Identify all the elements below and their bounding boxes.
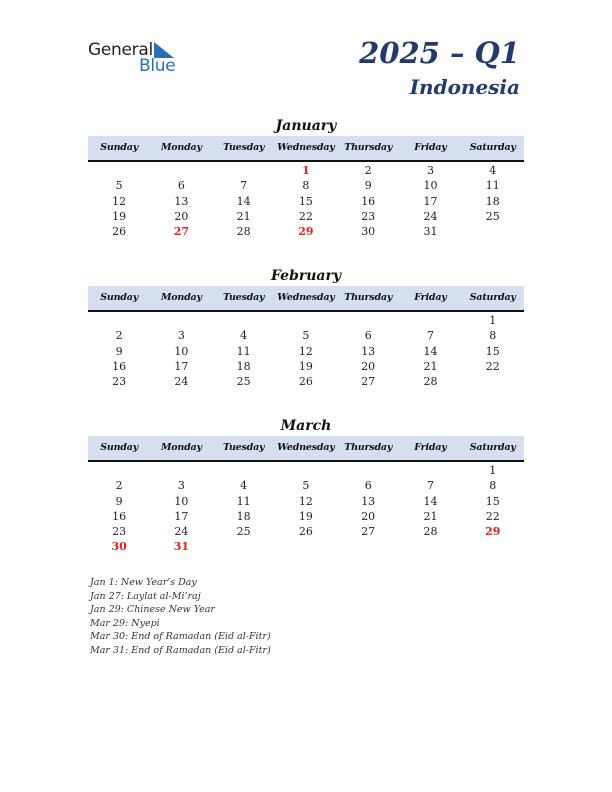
date-cell: 8 [489, 479, 497, 493]
date-cell: 5 [115, 179, 123, 193]
week-row [88, 374, 524, 389]
empty-date-cell [88, 313, 150, 328]
empty-date-cell [213, 313, 275, 328]
date-cell: 19 [112, 209, 127, 223]
empty-date-cell [399, 313, 461, 328]
date-cell: 2 [115, 329, 123, 343]
date-cell: 28 [423, 375, 438, 389]
date-cell: 8 [302, 179, 310, 193]
month-calendar-february [88, 266, 524, 389]
weekday-label: Thursday [344, 292, 393, 303]
date-cell: 11 [485, 179, 500, 193]
week-row [88, 524, 524, 539]
generalblue-logo [88, 40, 188, 76]
date-cell: 10 [423, 179, 438, 193]
weekday-label: Wednesday [277, 442, 335, 453]
date-cell: 5 [302, 329, 310, 343]
date-cell: 24 [174, 525, 189, 539]
date-cell: 20 [361, 509, 376, 523]
month-name: March [280, 418, 332, 434]
date-cell: 25 [236, 525, 251, 539]
week-row [88, 209, 524, 224]
date-cell: 16 [112, 509, 127, 523]
holiday-note: Mar 30: End of Ramadan (Eid al-Fitr) [90, 631, 271, 643]
empty-date-cell [88, 463, 150, 478]
date-cell: 5 [302, 479, 310, 493]
date-cell: 26 [112, 225, 127, 239]
date-cell: 1 [489, 314, 497, 327]
date-cell: 22 [485, 509, 500, 523]
empty-date-cell [462, 539, 524, 554]
week-rows [88, 462, 524, 555]
weekday-label: Tuesday [222, 442, 265, 453]
date-cell: 17 [174, 509, 189, 523]
date-cell: 3 [177, 329, 185, 343]
date-cell: 4 [240, 479, 248, 493]
week-row [88, 509, 524, 524]
week-row [88, 224, 524, 239]
date-cell: 23 [112, 525, 127, 539]
date-cell: 23 [112, 375, 127, 389]
holiday-note: Jan 27: Laylat al-Mi’raj [90, 590, 201, 602]
weekday-label: Saturday [469, 292, 516, 303]
week-row [88, 494, 524, 509]
holiday-date-cell: 29 [298, 225, 314, 239]
date-cell: 27 [361, 375, 376, 389]
date-cell: 20 [361, 359, 376, 373]
weekday-label: Monday [160, 142, 202, 153]
weekday-header-row [88, 136, 524, 162]
date-cell: 25 [485, 209, 500, 223]
weekday-label: Wednesday [277, 142, 335, 153]
week-row [88, 539, 524, 554]
date-cell: 7 [426, 329, 434, 343]
page-subtitle: Indonesia [409, 75, 520, 99]
date-cell: 1 [489, 464, 497, 477]
empty-date-cell [275, 313, 337, 328]
date-cell: 15 [485, 344, 500, 358]
holiday-date-cell: 30 [111, 540, 127, 554]
week-row [88, 344, 524, 359]
date-cell: 7 [426, 479, 434, 493]
date-cell: 17 [174, 359, 189, 373]
month-name: January [275, 118, 337, 134]
date-cell: 22 [485, 359, 500, 373]
weekday-label: Sunday [100, 442, 139, 453]
empty-date-cell [399, 539, 461, 554]
logo-word-blue: Blue [139, 56, 176, 76]
date-cell: 9 [115, 344, 123, 358]
date-cell: 3 [177, 479, 185, 493]
date-cell: 16 [112, 359, 127, 373]
date-cell: 2 [115, 479, 123, 493]
empty-date-cell [275, 539, 337, 554]
week-row [88, 478, 524, 493]
date-cell: 6 [364, 329, 372, 343]
weekday-label: Saturday [469, 442, 516, 453]
date-cell: 27 [361, 525, 376, 539]
holiday-date-cell: 31 [173, 540, 190, 554]
week-row [88, 194, 524, 209]
date-cell: 13 [361, 344, 376, 358]
holiday-note: Jan 1: New Year’s Day [90, 577, 197, 588]
empty-date-cell [150, 463, 212, 478]
week-row [88, 313, 524, 328]
week-rows [88, 312, 524, 389]
date-cell: 12 [298, 494, 313, 508]
date-cell: 26 [298, 375, 313, 389]
date-cell: 30 [361, 225, 376, 239]
weekday-label: Thursday [344, 142, 393, 153]
logo-word-general: General [88, 40, 153, 60]
weekday-header-row [88, 436, 524, 462]
date-cell: 9 [364, 179, 372, 193]
empty-date-cell [337, 463, 399, 478]
date-cell: 16 [361, 194, 376, 208]
holiday-note: Jan 29: Chinese New Year [90, 604, 215, 616]
holiday-date-cell: 27 [173, 225, 190, 239]
date-cell: 24 [174, 375, 189, 389]
empty-date-cell [337, 539, 399, 554]
week-row [88, 178, 524, 193]
empty-date-cell [150, 163, 212, 178]
month-calendar-march [88, 416, 524, 555]
date-cell: 18 [236, 509, 251, 523]
weekday-label: Sunday [100, 292, 139, 303]
date-cell: 13 [174, 194, 189, 208]
month-name: February [270, 268, 341, 284]
week-rows [88, 162, 524, 239]
date-cell: 26 [298, 525, 313, 539]
weekday-label: Monday [160, 292, 202, 303]
weekday-label: Friday [414, 442, 447, 453]
date-cell: 21 [236, 209, 251, 223]
date-cell: 22 [298, 209, 313, 223]
week-row [88, 359, 524, 374]
date-cell: 11 [236, 344, 251, 358]
date-cell: 19 [298, 509, 313, 523]
date-cell: 14 [423, 344, 438, 358]
date-cell: 20 [174, 209, 189, 223]
weekday-label: Sunday [100, 142, 139, 153]
date-cell: 21 [423, 359, 438, 373]
weekday-label: Friday [414, 142, 447, 153]
weekday-header-row [88, 286, 524, 312]
empty-date-cell [399, 463, 461, 478]
holiday-date-cell: 1 [302, 164, 310, 177]
month-calendar-january [88, 116, 524, 239]
date-cell: 10 [174, 344, 189, 358]
date-cell: 12 [298, 344, 313, 358]
empty-date-cell [213, 163, 275, 178]
date-cell: 15 [485, 494, 500, 508]
date-cell: 18 [236, 359, 251, 373]
date-cell: 25 [236, 375, 251, 389]
empty-date-cell [213, 539, 275, 554]
date-cell: 8 [489, 329, 497, 343]
date-cell: 2 [364, 164, 372, 177]
empty-date-cell [150, 313, 212, 328]
empty-date-cell [462, 224, 524, 239]
date-cell: 13 [361, 494, 376, 508]
date-cell: 14 [423, 494, 438, 508]
date-cell: 23 [361, 209, 376, 223]
weekday-label: Tuesday [222, 292, 265, 303]
date-cell: 6 [177, 179, 185, 193]
date-cell: 18 [485, 194, 500, 208]
date-cell: 11 [236, 494, 251, 508]
weekday-label: Saturday [469, 142, 516, 153]
holiday-note: Mar 31: End of Ramadan (Eid al-Fitr) [90, 644, 271, 656]
empty-date-cell [88, 163, 150, 178]
date-cell: 3 [426, 164, 434, 177]
empty-date-cell [275, 463, 337, 478]
weekday-label: Wednesday [277, 292, 335, 303]
date-cell: 6 [364, 479, 372, 493]
date-cell: 14 [236, 194, 251, 208]
empty-date-cell [462, 374, 524, 389]
date-cell: 10 [174, 494, 189, 508]
weekday-label: Friday [414, 292, 447, 303]
date-cell: 17 [423, 194, 438, 208]
weekday-label: Tuesday [222, 142, 265, 153]
date-cell: 12 [112, 194, 127, 208]
empty-date-cell [337, 313, 399, 328]
week-row [88, 463, 524, 478]
page-title: 2025 – Q1 [359, 36, 520, 70]
date-cell: 4 [489, 164, 497, 177]
date-cell: 9 [115, 494, 123, 508]
date-cell: 28 [423, 525, 438, 539]
weekday-label: Monday [160, 442, 202, 453]
holiday-date-cell: 29 [485, 525, 501, 539]
date-cell: 15 [298, 194, 313, 208]
date-cell: 24 [423, 209, 438, 223]
holiday-notes [90, 576, 271, 658]
date-cell: 31 [423, 225, 438, 239]
date-cell: 19 [298, 359, 313, 373]
date-cell: 28 [236, 225, 251, 239]
date-cell: 7 [240, 179, 248, 193]
weekday-label: Thursday [344, 442, 393, 453]
week-row [88, 163, 524, 178]
date-cell: 4 [240, 329, 248, 343]
week-row [88, 328, 524, 343]
holiday-note: Mar 29: Nyepi [90, 617, 160, 629]
date-cell: 21 [423, 509, 438, 523]
empty-date-cell [213, 463, 275, 478]
